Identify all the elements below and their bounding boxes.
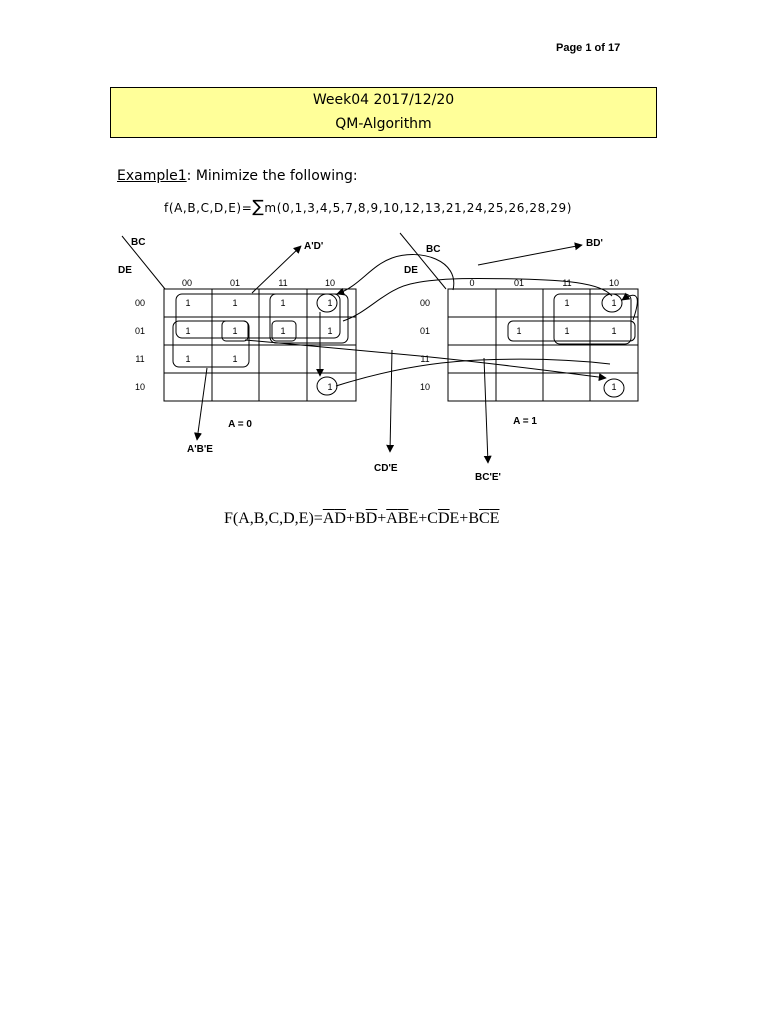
label-bce: BC'E' — [475, 472, 501, 483]
sigma-symbol: ∑ — [252, 197, 265, 217]
equation-literal: $\overline{D}$ — [365, 510, 378, 527]
label-ad: A'D' — [304, 241, 324, 252]
equation-literal: $\overline{B}$ — [397, 510, 409, 527]
right-caption: A = 1 — [513, 416, 537, 427]
right-cell: 1 — [564, 298, 570, 308]
right-col-label: 11 — [562, 278, 572, 288]
kmap-right — [400, 233, 638, 427]
final-equation — [224, 510, 499, 528]
arrow-cde — [390, 350, 392, 452]
right-cell: 1 — [611, 382, 617, 392]
arrow-bd — [478, 245, 582, 265]
left-var-top: BC — [131, 237, 146, 248]
left-col-label: 11 — [278, 278, 288, 288]
label-cde: CD'E — [374, 463, 398, 474]
right-col-label: 0 — [469, 278, 475, 288]
left-cell: 1 — [280, 298, 286, 308]
equation-literal: C — [427, 510, 438, 527]
equation-literal: $\overline{E}$ — [489, 510, 500, 527]
right-col-label: 01 — [513, 278, 525, 288]
left-cell: 1 — [232, 298, 238, 308]
left-cell: 1 — [185, 326, 191, 336]
equation-literal: $\overline{A}$ — [322, 510, 335, 527]
equation-literal: $\overline{D}$ — [437, 510, 450, 527]
left-cell: 1 — [280, 326, 286, 336]
right-row-label: 01 — [419, 326, 431, 336]
left-row-label: 00 — [134, 298, 146, 308]
curve-bd-right — [622, 295, 637, 320]
label-abe: A'B'E — [187, 444, 213, 455]
arrow-abe — [197, 368, 207, 440]
right-var-top: BC — [426, 244, 441, 255]
right-cell: 1 — [611, 298, 617, 308]
left-row-label: 11 — [135, 354, 145, 364]
equation-lhs: F(A,B,C,D,E)= — [224, 510, 323, 527]
equation-literal: B — [354, 510, 366, 527]
function-rhs: m(0,1,3,4,5,7,8,9,10,12,13,21,24,25,26,28,29) — [264, 201, 572, 215]
left-var-side: DE — [118, 265, 132, 276]
plus-sign: + — [418, 510, 428, 527]
example-label: Example1 — [117, 168, 187, 184]
function-lhs: f(A,B,C,D,E)= — [164, 201, 253, 215]
right-col-label: 10 — [608, 278, 620, 288]
plus-sign: + — [345, 510, 355, 527]
left-cell: 1 — [327, 298, 333, 308]
left-row-label: 10 — [134, 382, 146, 392]
kmap-diagram — [0, 0, 768, 500]
arrow-bce — [484, 358, 488, 463]
left-cell: 1 — [232, 354, 238, 364]
right-cell: 1 — [564, 326, 570, 336]
group-ad-left — [176, 294, 340, 338]
left-cell: 1 — [185, 298, 191, 308]
left-col-label: 00 — [181, 278, 193, 288]
right-row-label: 10 — [419, 382, 431, 392]
equation-literal: $\overline{C}$ — [479, 510, 490, 527]
arrow-ad — [252, 246, 301, 293]
right-row-label: 00 — [419, 298, 431, 308]
group-abe — [173, 321, 249, 367]
equation-literal: E — [449, 510, 460, 527]
left-caption: A = 0 — [228, 419, 252, 430]
plus-sign: + — [377, 510, 387, 527]
left-cell: 1 — [327, 326, 333, 336]
left-cell: 1 — [327, 382, 333, 392]
left-col-label: 01 — [229, 278, 241, 288]
title-line1: Week04 2017/12/20 — [312, 92, 455, 108]
equation-literal: B — [468, 510, 479, 527]
left-col-label: 10 — [324, 278, 336, 288]
right-cell: 1 — [611, 326, 617, 336]
left-row-label: 01 — [134, 326, 146, 336]
title-line2: QM-Algorithm — [335, 116, 432, 132]
label-bd: BD' — [586, 238, 603, 249]
plus-sign: + — [459, 510, 469, 527]
right-cell: 1 — [516, 326, 522, 336]
left-cell: 1 — [185, 354, 191, 364]
page-number: Page 1 of 17 — [556, 42, 621, 54]
equation-literal: $\overline{A}$ — [386, 510, 398, 527]
right-var-side: DE — [404, 265, 418, 276]
equation-literal: E — [408, 510, 419, 527]
example-text: : Minimize the following: — [186, 168, 358, 184]
equation-terms — [323, 510, 500, 527]
equation-literal: $\overline{D}$ — [334, 510, 346, 527]
right-row-label: 11 — [420, 354, 430, 364]
curve-bd-left — [337, 255, 454, 294]
left-cell: 1 — [232, 326, 238, 336]
